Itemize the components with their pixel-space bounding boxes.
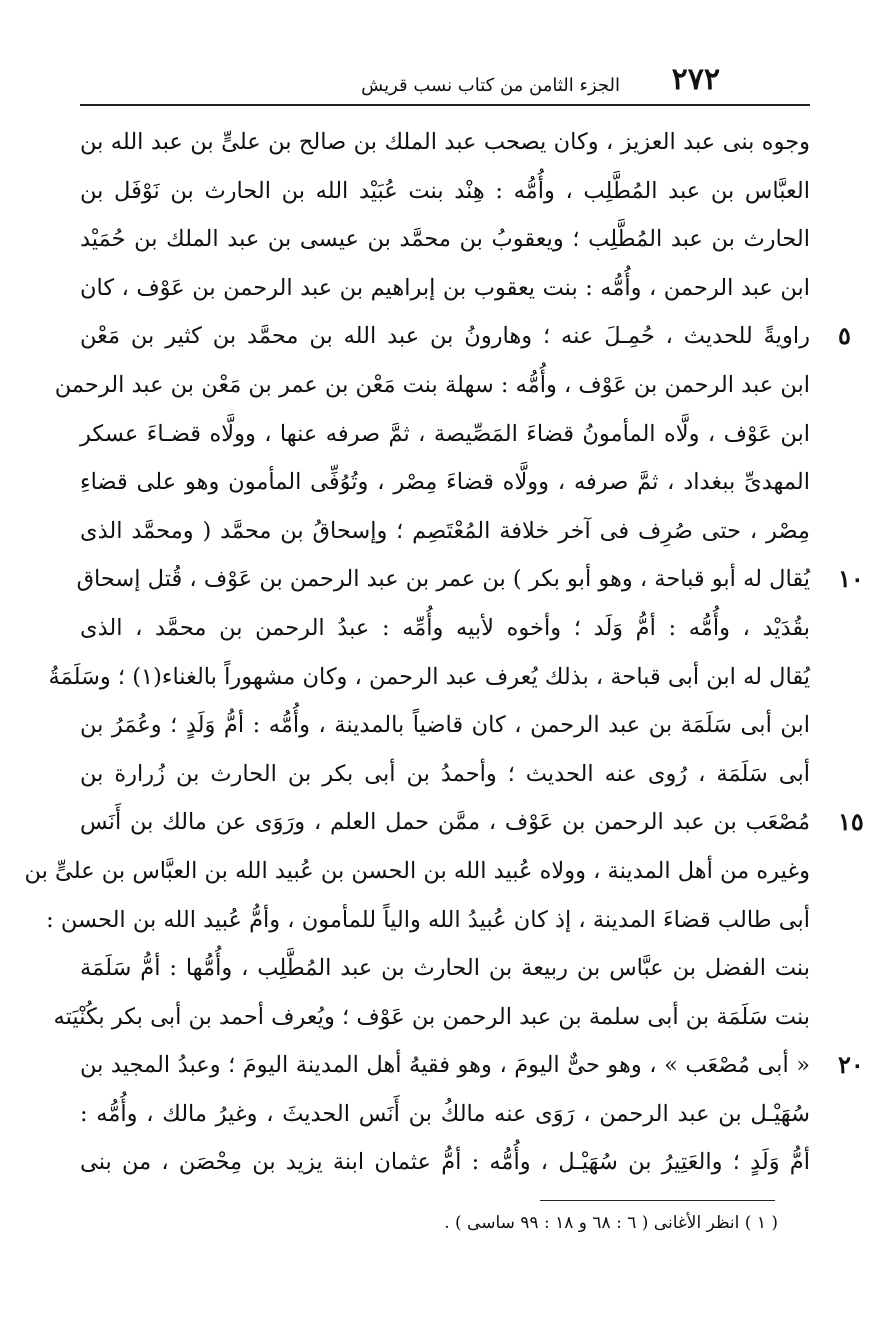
line-number: ٢٠ [838,1050,864,1080]
text-line: ابن عبد الرحمن ، وأُمُّه : بنت يعقوب بن إبراهيم بن عبد الرحمن بن عَوْف ، كان [80,274,810,301]
text-line: أبى طالب قضاءَ المدينة ، إذ كان عُبيدُ الله والياً للمأمون ، وأمُّ عُبيد الله بن الحسن : [46,906,810,933]
text-line: « أبى مُصْعَب » ، وهو حىٌّ اليومَ ، وهو فقيهُ أهل المدينة اليومَ ؛ وعبدُ المجيد بن ٢٠ [80,1041,810,1090]
page-header [280,62,720,102]
page-number: ٢٧٢ [671,62,720,97]
text-line: يُقال له ابن أبى قباحة ، بذلك يُعرف عبد الرحمن ، وكان مشهوراً بالغناء(١) ؛ وسَلَمَةُ [48,663,810,690]
text-line: بنت الفضل بن عبَّاس بن ربيعة بن الحارث بن عبد المُطَّلِب ، وأُمُّها : أمُّ سَلَمَة [80,955,810,982]
text-line: وغيره من أهل المدينة ، وولاه عُبيد الله بن الحسن بن عُبيد الله بن العبَّاس بن علىٍّ بن [24,857,810,884]
text-line: راويةً للحديث ، حُمِـلَ عنه ؛ وهارونُ بن عبد الله بن محمَّد بن كثير بن مَعْن ٥ [80,312,810,361]
text-line: أمُّ وَلَدٍ ؛ والعَتِيرُ بن سُهَيْـل ، وأُمُّه : أمُّ عثمان ابنة يزيد بن مِحْصَن ، من بنى [80,1149,810,1176]
text-line: بقُدَيْد ، وأُمُّه : أمُّ وَلَد ؛ وأخوه لأبيه وأُمِّه : عبدُ الرحمن بن محمَّد ، الذى [80,614,810,641]
header-divider [80,104,810,106]
text-line: الحارث بن عبد المُطَّلِب ؛ ويعقوبُ بن محمَّد بن عيسى بن عبد الملك بن حُمَيْد [80,226,810,253]
text-line: العبَّاس بن عبد المُطَّلِب ، وأُمُّه : هِنْد بنت عُبَيْد الله بن الحارث بن نَوْفَل بن [80,177,810,204]
text-line: ابن عبد الرحمن بن عَوْف ، وأُمُّه : سهلة بنت مَعْن بن عمر بن مَعْن بن عبد الرحمن [54,371,810,398]
text-line: سُهَيْـل بن عبد الرحمن ، رَوَى عنه مالكُ بن أَنَس الحديثَ ، وغيرُ مالك ، وأُمُّه : [80,1100,810,1127]
body-text [24,118,864,1187]
text-line: مِصْر ، حتى صُرِف فى آخر خلافة المُعْتَصِم ؛ وإسحاقُ بن محمَّد ( ومحمَّد الذى [80,517,810,544]
text-line: بنت سَلَمَة بن أبى سلمة بن عبد الرحمن بن عَوْف ؛ ويُعرف أحمد بن أبى بكر بكُنْيَته [53,1003,810,1030]
running-title: الجزء الثامن من كتاب نسب قريش [361,75,620,96]
text-line: المهدىِّ ببغداد ، ثمَّ صرفه ، وولَّاه قضاءَ مِصْر ، وتُوُفِّى المأمون وهو على قضاءِ [80,469,810,496]
line-number: ١٠ [838,564,864,594]
footnote: ( ١ ) انظر الأغانى ( ٦ : ٦٨ و ١٨ : ٩٩ ساسى ) . [444,1213,778,1233]
text-line: أبى سَلَمَة ، رُوى عنه الحديث ؛ وأحمدُ بن أبى بكر بن الحارث بن زُرارة بن [80,760,810,787]
text-line: وجوه بنى عبد العزيز ، وكان يصحب عبد الملك بن صالح بن علىٍّ بن عبد الله بن [80,129,810,155]
text-line: يُقال له أبو قباحة ، وهو أبو بكر ) بن عمر بن عبد الرحمن بن عَوْف ، قُتل إسحاق ١٠ [80,555,810,604]
text-line: ابن عَوْف ، ولَّاه المأمونُ قضاءَ المَصِّيصة ، ثمَّ صرفه عنها ، وولَّاه قضـاءَ عسكر [80,420,810,447]
line-number: ٥ [838,321,851,351]
text-line: مُصْعَب بن عبد الرحمن بن عَوْف ، ممَّن حمل العلم ، ورَوَى عن مالك بن أَنَس ١٥ [80,798,810,847]
line-number: ١٥ [838,807,864,837]
footnote-divider [540,1200,775,1201]
text-line: ابن أبى سَلَمَة بن عبد الرحمن ، كان قاضياً بالمدينة ، وأُمُّه : أمُّ وَلَدٍ ؛ وعُمَرُ بن [80,712,810,739]
